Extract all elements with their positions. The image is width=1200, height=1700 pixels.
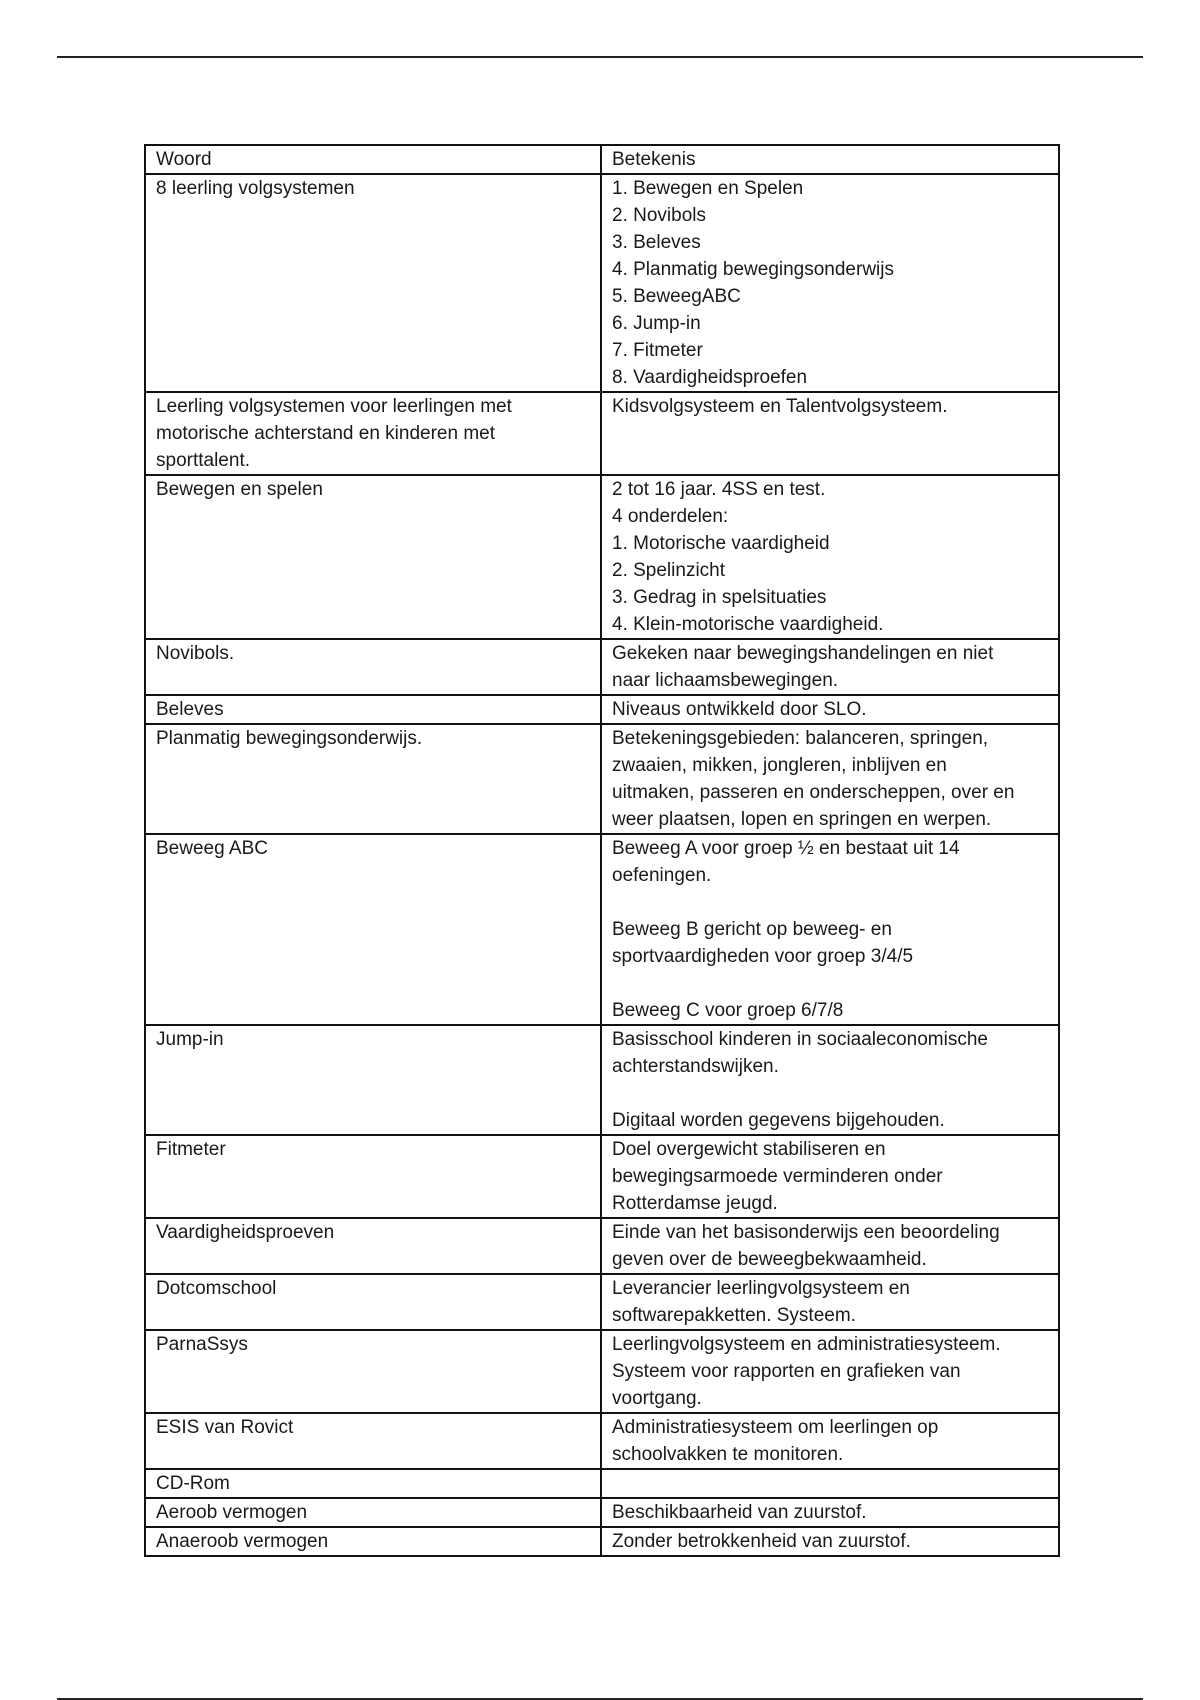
definition-cell [601,1469,1059,1498]
definition-cell-line: naar lichaamsbewegingen. [612,670,839,691]
definition-cell [601,1330,1059,1413]
definition-cell-line: Rotterdamse jeugd. [612,1193,778,1214]
table-row [145,1498,1059,1527]
term-cell-line: 8 leerling volgsystemen [156,178,355,199]
definition-cell-line: softwarepakketten. Systeem. [612,1305,856,1326]
definition-cell [601,639,1059,695]
definition-cell-line: Doel overgewicht stabiliseren en [612,1139,886,1160]
definition-cell-line: 1. Motorische vaardigheid [612,533,830,554]
definition-cell-line: uitmaken, passeren en onderscheppen, over en [612,782,1015,803]
definition-cell-line: 8. Vaardigheidsproefen [612,367,808,388]
table-header-row [145,145,1059,174]
definition-cell-line: Beschikbaarheid van zuurstof. [612,1502,867,1523]
term-cell [145,1330,601,1413]
definition-cell [601,1527,1059,1556]
definition-cell-line: Betekeningsgebieden: balanceren, springen, [612,728,989,749]
definition-cell-line: bewegingsarmoede verminderen onder [612,1166,943,1187]
term-cell [145,392,601,475]
definition-cell [601,1498,1059,1527]
table-row [145,695,1059,724]
term-cell [145,639,601,695]
header-definition-label: Betekenis [612,149,696,170]
definition-cell-line: 4. Klein-motorische vaardigheid. [612,614,884,635]
definition-cell-line: Beweeg A voor groep ½ en bestaat uit 14 [612,838,960,859]
table-row [145,1218,1059,1274]
definition-cell-line: achterstandswijken. [612,1056,779,1077]
definition-cell [601,1135,1059,1218]
term-cell-line: ESIS van Rovict [156,1417,294,1438]
glossary-table [144,144,1060,1557]
term-cell [145,174,601,392]
definition-cell-line [612,1080,1050,1107]
term-cell-line: sporttalent. [156,450,250,471]
table-row [145,1469,1059,1498]
definition-cell-line: 3. Gedrag in spelsituaties [612,587,827,608]
definition-cell-line: Gekeken naar bewegingshandelingen en niet [612,643,994,664]
definition-cell-line: Administratiesysteem om leerlingen op [612,1417,939,1438]
definition-cell-line: 2. Spelinzicht [612,560,726,581]
definition-cell-line: Zonder betrokkenheid van zuurstof. [612,1531,911,1552]
term-cell-line: Bewegen en spelen [156,479,323,500]
definition-cell-line: 1. Bewegen en Spelen [612,178,804,199]
term-cell [145,475,601,639]
term-cell [145,1527,601,1556]
definition-cell-line: 4. Planmatig bewegingsonderwijs [612,259,894,280]
term-cell-line: motorische achterstand en kinderen met [156,423,496,444]
term-cell [145,1274,601,1330]
definition-cell-line: Leerlingvolgsysteem en administratiesysteem. [612,1334,1001,1355]
definition-cell-line: geven over de beweegbekwaamheid. [612,1249,927,1270]
definition-cell-line: Niveaus ontwikkeld door SLO. [612,699,867,720]
definition-cell-line: Digitaal worden gegevens bijgehouden. [612,1110,945,1131]
header-term-label: Woord [156,149,212,170]
definition-cell-line: zwaaien, mikken, jongleren, inblijven en [612,755,947,776]
table-row [145,1025,1059,1135]
definition-cell-line: 7. Fitmeter [612,340,703,361]
definition-cell-line: 2 tot 16 jaar. 4SS en test. [612,479,826,500]
definition-cell-line: Einde van het basisonderwijs een beoordeling [612,1222,1000,1243]
definition-cell-line: Leverancier leerlingvolgsysteem en [612,1278,910,1299]
term-cell-line: Fitmeter [156,1139,226,1160]
term-cell-line: ParnaSsys [156,1334,248,1355]
term-cell-line: Anaeroob vermogen [156,1531,329,1552]
term-cell-line: Aeroob vermogen [156,1502,308,1523]
term-cell [145,1135,601,1218]
term-cell-line: Dotcomschool [156,1278,277,1299]
definition-cell-line [612,970,1050,997]
header-rule [57,56,1143,58]
term-cell [145,1413,601,1469]
term-cell [145,1498,601,1527]
table-row [145,1135,1059,1218]
definition-cell-line: 2. Novibols [612,205,706,226]
definition-cell [601,174,1059,392]
definition-cell-line: oefeningen. [612,865,712,886]
definition-cell [601,724,1059,834]
definition-cell [601,392,1059,475]
definition-cell-line: Systeem voor rapporten en grafieken van [612,1361,961,1382]
table-row [145,834,1059,1025]
definition-cell-line: schoolvakken te monitoren. [612,1444,844,1465]
definition-cell-line: 4 onderdelen: [612,506,729,527]
term-cell [145,695,601,724]
term-cell-line: Vaardigheidsproeven [156,1222,335,1243]
definition-cell-line: 6. Jump-in [612,313,701,334]
term-cell [145,1218,601,1274]
definition-cell-line: Beweeg B gericht op beweeg- en [612,919,892,940]
term-cell-line: Novibols. [156,643,235,664]
table-row [145,475,1059,639]
header-cell-definition [601,145,1059,174]
definition-cell-line: Beweeg C voor groep 6/7/8 [612,1000,844,1021]
definition-cell-line [612,889,1050,916]
term-cell-line: Leerling volgsystemen voor leerlingen met [156,396,512,417]
table-row [145,174,1059,392]
definition-cell [601,1218,1059,1274]
table-row [145,724,1059,834]
definition-cell-line: 5. BeweegABC [612,286,741,307]
term-cell [145,834,601,1025]
definition-cell-line: Basisschool kinderen in sociaaleconomische [612,1029,988,1050]
term-cell [145,1469,601,1498]
definition-cell-line: Kidsvolgsysteem en Talentvolgsysteem. [612,396,948,417]
definition-cell [601,695,1059,724]
definition-cell [601,1413,1059,1469]
term-cell-line: Beleves [156,699,224,720]
term-cell-line: Planmatig bewegingsonderwijs. [156,728,423,749]
term-cell-line: Jump-in [156,1029,224,1050]
table-row [145,1527,1059,1556]
definition-cell-line: voortgang. [612,1388,702,1409]
definition-cell-line: sportvaardigheden voor groep 3/4/5 [612,946,914,967]
definition-cell [601,1274,1059,1330]
definition-cell-line: 3. Beleves [612,232,701,253]
term-cell [145,724,601,834]
table-row [145,1413,1059,1469]
header-cell-term [145,145,601,174]
table-row [145,639,1059,695]
term-cell [145,1025,601,1135]
glossary-body [145,145,1059,1556]
definition-cell [601,475,1059,639]
definition-cell [601,834,1059,1025]
definition-cell-line: weer plaatsen, lopen en springen en werpen. [612,809,992,830]
table-row [145,392,1059,475]
table-row [145,1274,1059,1330]
definition-cell-line [612,1470,1050,1497]
term-cell-line: CD-Rom [156,1473,230,1494]
table-row [145,1330,1059,1413]
term-cell-line: Beweeg ABC [156,838,268,859]
definition-cell [601,1025,1059,1135]
